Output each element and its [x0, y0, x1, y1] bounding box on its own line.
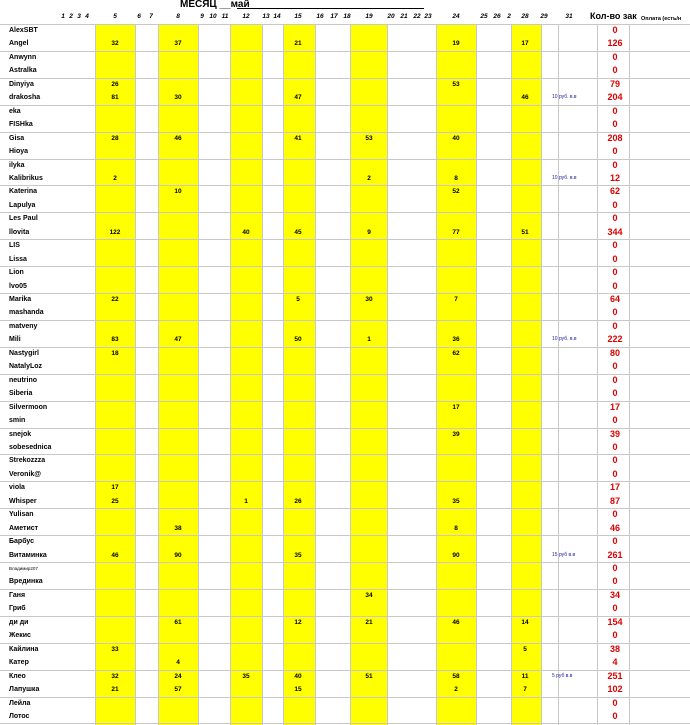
- day-value: 51: [521, 228, 529, 236]
- day-value: 15: [294, 686, 302, 694]
- day-value: 24: [174, 672, 182, 680]
- day-value: 53: [452, 80, 460, 88]
- day-value: 10: [174, 188, 182, 196]
- order-total: 222: [607, 334, 623, 345]
- order-total: 0: [612, 119, 618, 130]
- user-name: neutrino: [9, 376, 37, 384]
- order-total: 0: [612, 307, 618, 318]
- payment-note: 15 руб в.в: [552, 551, 576, 558]
- day-header: 26: [493, 13, 501, 20]
- user-name: ди ди: [9, 618, 29, 626]
- user-name: Ганя: [9, 591, 26, 599]
- user-name: viola: [9, 484, 25, 492]
- day-value: 51: [365, 672, 373, 680]
- day-value: 33: [111, 645, 119, 653]
- row-divider: [0, 266, 690, 267]
- day-value: 35: [294, 551, 302, 559]
- row-divider: [0, 428, 690, 429]
- day-value: 4: [176, 659, 180, 667]
- order-total: 0: [612, 630, 618, 641]
- order-total: 46: [609, 522, 620, 533]
- order-total: 17: [609, 401, 620, 412]
- day-header: 19: [365, 13, 373, 20]
- row-divider: [0, 508, 690, 509]
- day-value: 36: [452, 336, 460, 344]
- day-value: 1: [367, 336, 371, 344]
- user-name: Лотос: [9, 712, 30, 720]
- order-total: 0: [612, 105, 618, 116]
- day-value: 5: [296, 296, 300, 303]
- order-total: 0: [612, 361, 618, 372]
- day-value: 21: [365, 618, 373, 626]
- user-name: Витаминка: [9, 551, 47, 559]
- day-header: 25: [480, 13, 488, 20]
- day-value: 2: [454, 686, 458, 694]
- day-header: 1: [61, 13, 65, 20]
- order-total: 80: [609, 347, 620, 358]
- order-total: 62: [609, 186, 620, 197]
- day-header: 31: [565, 13, 573, 20]
- user-name: AlexSBT: [9, 27, 38, 34]
- day-header: 23: [424, 13, 432, 20]
- order-total: 251: [607, 670, 623, 681]
- row-divider: [0, 212, 690, 213]
- day-value: 2: [113, 174, 117, 182]
- order-total: 0: [612, 455, 618, 466]
- order-total: 208: [607, 132, 623, 143]
- day-value: 46: [452, 618, 460, 626]
- day-value: 58: [452, 672, 460, 680]
- user-name: Mili: [9, 336, 21, 344]
- day-value: 32: [111, 40, 119, 48]
- user-name: ilyka: [9, 161, 25, 169]
- user-name: Silvermoon: [9, 403, 48, 411]
- user-name: eka: [9, 107, 21, 115]
- row-divider: [0, 51, 690, 52]
- day-header: 21: [400, 13, 408, 20]
- user-name: sobesednica: [9, 443, 52, 451]
- day-header: 28: [521, 13, 529, 20]
- order-total: 0: [612, 65, 618, 76]
- order-total: 0: [612, 468, 618, 479]
- row-divider: [0, 185, 690, 186]
- day-value: 46: [174, 134, 182, 142]
- day-value: 35: [242, 672, 250, 680]
- day-value: 19: [452, 40, 460, 48]
- user-name: llovita: [9, 228, 30, 236]
- order-total: 0: [612, 253, 618, 264]
- day-header: 12: [242, 13, 250, 20]
- order-total: 12: [609, 172, 620, 183]
- user-name: Лейла: [9, 699, 31, 707]
- day-value: 47: [174, 336, 182, 344]
- user-name: Жекис: [9, 632, 31, 640]
- day-value: 17: [111, 484, 119, 492]
- order-total: 4: [612, 657, 618, 668]
- day-header: 17: [330, 13, 338, 20]
- day-header: 10: [209, 13, 217, 20]
- user-name: Клео: [9, 672, 26, 680]
- order-total: 39: [609, 428, 620, 439]
- day-value: 46: [111, 551, 119, 559]
- user-name: lvo05: [9, 282, 27, 290]
- user-name: Катер: [9, 659, 29, 667]
- user-name: Кайлина: [9, 645, 39, 653]
- day-value: 7: [454, 296, 458, 303]
- order-total: 38: [609, 643, 620, 654]
- day-header: 4: [85, 13, 89, 20]
- day-header: 29: [540, 13, 548, 20]
- row-divider: [0, 374, 690, 375]
- day-value: 90: [174, 551, 182, 559]
- payment-note: 10 руб. в.в: [552, 94, 577, 101]
- day-value: 50: [294, 336, 302, 344]
- day-value: 7: [523, 686, 527, 694]
- row-divider: [0, 239, 690, 240]
- day-header: 5: [113, 13, 117, 20]
- day-header: 15: [294, 13, 302, 20]
- row-divider: [0, 535, 690, 536]
- user-name: Dinyiya: [9, 80, 34, 88]
- day-value: 26: [294, 497, 302, 505]
- order-total: 0: [612, 603, 618, 614]
- order-total: 34: [609, 589, 620, 600]
- day-value: 41: [294, 134, 302, 142]
- count-header: Кол-во зак: [590, 11, 637, 21]
- user-name: drakosha: [9, 94, 41, 102]
- row-divider: [0, 616, 690, 617]
- order-total: 0: [612, 320, 618, 331]
- day-value: 8: [454, 524, 458, 532]
- order-total: 0: [612, 710, 618, 721]
- order-total: 64: [609, 294, 620, 304]
- user-name: Whisper: [9, 497, 37, 505]
- day-value: 21: [111, 686, 119, 694]
- day-header: 9: [200, 13, 204, 20]
- user-name: NatalyLoz: [9, 363, 43, 371]
- user-name: Lion: [9, 269, 24, 277]
- day-value: 38: [174, 524, 182, 532]
- day-header: 22: [413, 13, 421, 20]
- day-header: 16: [316, 13, 324, 20]
- payment-note: 10 руб. в.в: [552, 336, 577, 343]
- row-divider: [0, 105, 690, 106]
- payment-note: 5 руб в.в: [552, 672, 573, 679]
- order-total: 344: [607, 226, 623, 237]
- order-total: 0: [612, 159, 618, 170]
- row-divider: [0, 697, 690, 698]
- user-name: Marika: [9, 296, 32, 303]
- user-name: smin: [9, 417, 26, 425]
- month-title: МЕСЯЦ __май______________________: [180, 0, 372, 10]
- user-name: Angel: [9, 40, 29, 48]
- row-divider: [0, 723, 690, 724]
- day-value: 122: [109, 228, 121, 236]
- order-total: 0: [612, 563, 618, 573]
- row-divider: [0, 454, 690, 455]
- order-total: 0: [612, 415, 618, 426]
- day-value: 39: [452, 430, 460, 438]
- user-name: Аметист: [9, 524, 39, 532]
- payment-header: Оплата (есть/н: [641, 16, 682, 22]
- day-header: 3: [77, 13, 81, 20]
- user-name: Siberia: [9, 390, 33, 398]
- payment-note: 10 руб. в.в: [552, 174, 577, 181]
- user-name: Врединка: [9, 578, 43, 586]
- day-header: 20: [387, 13, 395, 20]
- day-value: 30: [174, 94, 182, 102]
- order-total: 0: [612, 267, 618, 278]
- day-value: 22: [111, 296, 119, 303]
- day-value: 35: [452, 497, 460, 505]
- order-total: 0: [612, 388, 618, 399]
- day-value: 53: [365, 134, 373, 142]
- day-header: 2: [507, 13, 511, 20]
- order-total: 126: [607, 38, 623, 49]
- row-divider: [0, 320, 690, 321]
- title-underline: [237, 8, 424, 9]
- day-value: 18: [111, 349, 119, 357]
- day-value: 32: [111, 672, 119, 680]
- day-value: 81: [111, 94, 119, 102]
- day-value: 8: [454, 174, 458, 182]
- user-name: Гриб: [9, 605, 26, 613]
- day-value: 83: [111, 336, 119, 344]
- order-total: 0: [612, 25, 618, 35]
- user-name: Veronik@: [9, 470, 42, 478]
- day-value: 37: [174, 40, 182, 48]
- user-name: Hioya: [9, 148, 29, 156]
- day-value: 25: [111, 497, 119, 505]
- day-value: 77: [452, 228, 460, 236]
- day-value: 9: [367, 228, 371, 236]
- order-total: 0: [612, 441, 618, 452]
- day-value: 5: [523, 645, 527, 653]
- user-name: Astralka: [9, 67, 37, 75]
- day-value: 45: [294, 228, 302, 236]
- order-total: 0: [612, 240, 618, 251]
- user-name: matveny: [9, 322, 38, 330]
- day-value: 17: [452, 403, 460, 411]
- user-name: Katerina: [9, 188, 38, 196]
- order-total: 261: [607, 549, 623, 560]
- user-name: snejok: [9, 430, 32, 438]
- order-total: 0: [612, 509, 618, 520]
- order-total: 0: [612, 374, 618, 385]
- day-value: 52: [452, 188, 460, 196]
- row-divider: [0, 562, 690, 563]
- day-value: 21: [294, 40, 302, 48]
- day-header: 11: [221, 13, 229, 20]
- order-total: 154: [607, 616, 623, 627]
- day-value: 17: [521, 40, 529, 48]
- day-value: 12: [294, 618, 302, 626]
- user-name: Yulisan: [9, 511, 34, 519]
- user-name: mashanda: [9, 309, 44, 317]
- day-value: 1: [244, 497, 248, 505]
- day-header: 8: [176, 13, 180, 20]
- order-total: 87: [609, 495, 620, 506]
- order-total: 204: [607, 92, 623, 103]
- user-name: LIS: [9, 242, 20, 250]
- order-total: 17: [609, 482, 620, 493]
- user-name: Strekozzza: [9, 457, 46, 465]
- user-name: Владимир207: [9, 566, 38, 571]
- order-total: 0: [612, 213, 618, 224]
- day-value: 34: [365, 591, 373, 599]
- user-name: Lapulya: [9, 201, 36, 209]
- day-header: 6: [137, 13, 141, 20]
- user-name: Lissa: [9, 255, 27, 263]
- day-value: 62: [452, 349, 460, 357]
- user-name: Anwynn: [9, 53, 37, 61]
- day-value: 14: [521, 618, 529, 626]
- order-total: 0: [612, 697, 618, 708]
- row-divider: [0, 24, 690, 25]
- day-value: 40: [242, 228, 250, 236]
- user-name: Kalibrikus: [9, 174, 43, 182]
- user-name: Барбус: [9, 538, 35, 546]
- user-name: Nastygirl: [9, 349, 39, 357]
- order-total: 0: [612, 576, 618, 587]
- day-value: 40: [452, 134, 460, 142]
- order-total: 0: [612, 199, 618, 210]
- order-total: 0: [612, 280, 618, 291]
- day-value: 90: [452, 551, 460, 559]
- day-header: 13: [262, 13, 270, 20]
- day-value: 26: [111, 80, 119, 88]
- day-value: 47: [294, 94, 302, 102]
- order-total: 79: [609, 78, 620, 89]
- order-total: 102: [607, 684, 623, 695]
- day-value: 57: [174, 686, 182, 694]
- row-divider: [0, 589, 690, 590]
- day-value: 61: [174, 618, 182, 626]
- order-total: 0: [612, 146, 618, 157]
- user-name: FISHka: [9, 121, 33, 129]
- day-value: 11: [521, 672, 529, 680]
- user-name: Лапушка: [9, 686, 40, 694]
- day-header: 24: [452, 13, 460, 20]
- user-name: Les Paul: [9, 215, 38, 223]
- day-header: 7: [149, 13, 153, 20]
- row-divider: [0, 401, 690, 402]
- order-total: 0: [612, 536, 618, 547]
- day-value: 30: [365, 296, 373, 303]
- day-value: 46: [521, 94, 529, 102]
- day-value: 28: [111, 134, 119, 142]
- row-divider: [0, 159, 690, 160]
- user-name: Gisa: [9, 134, 25, 142]
- order-total: 0: [612, 51, 618, 62]
- day-header: 18: [343, 13, 351, 20]
- day-header: 2: [69, 13, 73, 20]
- day-value: 2: [367, 174, 371, 182]
- day-header: 14: [273, 13, 281, 20]
- day-value: 40: [294, 672, 302, 680]
